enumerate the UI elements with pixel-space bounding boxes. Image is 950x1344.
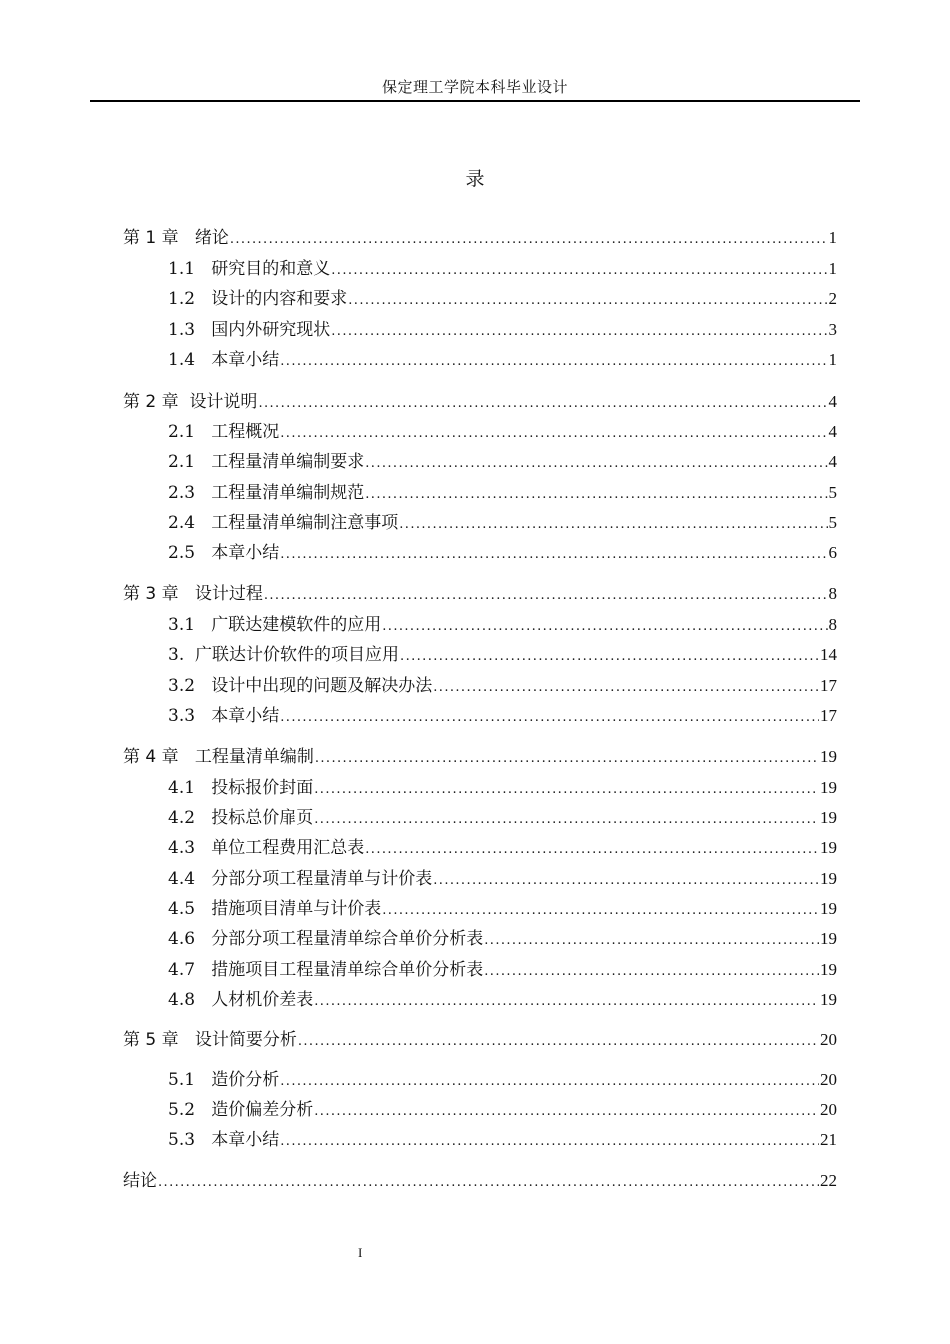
toc-entry-page-number: 6 <box>828 543 837 562</box>
toc-dot-leader <box>230 229 828 251</box>
toc-entry-label: 本章小结 <box>211 706 280 726</box>
toc-entry-page-number: 19 <box>820 778 837 797</box>
toc-chapter-entry[interactable] <box>123 1170 837 1192</box>
toc-entry-number: 1.2 <box>168 289 212 309</box>
toc-entry-page-number: 14 <box>820 645 837 664</box>
toc-dot-leader <box>264 585 828 607</box>
toc-entry-number: 3.2 <box>168 676 212 696</box>
toc-entry-label: 工程量清单编制要求 <box>211 452 365 472</box>
toc-entry-page-number: 5 <box>828 483 837 502</box>
toc-entry-number: 第 1 章 <box>123 228 195 248</box>
toc-section-entry[interactable] <box>168 349 837 371</box>
toc-entry-label: 单位工程费用汇总表 <box>211 838 365 858</box>
toc-entry-number: 5.3 <box>168 1130 212 1150</box>
toc-entry-label: 分部分项工程量清单与计价表 <box>211 869 433 889</box>
toc-entry-label: 结论 <box>123 1171 157 1191</box>
toc-dot-leader <box>433 677 819 699</box>
toc-entry-label: 本章小结 <box>211 1130 280 1150</box>
toc-entry-number: 4.8 <box>168 990 212 1010</box>
toc-entry-number: 4.6 <box>168 929 212 949</box>
toc-section-entry[interactable] <box>168 837 837 859</box>
toc-dot-leader <box>484 961 819 983</box>
toc-dot-leader <box>280 544 827 566</box>
toc-chapter-entry[interactable] <box>123 391 837 413</box>
toc-section-entry[interactable] <box>168 1099 837 1121</box>
toc-dot-leader <box>365 839 819 861</box>
toc-entry-page-number: 20 <box>820 1070 837 1089</box>
toc-section-entry[interactable] <box>168 675 837 697</box>
toc-entry-number: 第 4 章 <box>123 747 195 767</box>
toc-entry-number: 1.3 <box>168 320 212 340</box>
toc-entry-page-number: 22 <box>820 1171 837 1190</box>
toc-entry-number: 4.7 <box>168 960 212 980</box>
toc-dot-leader <box>331 260 827 282</box>
toc-entry-label: 分部分项工程量清单综合单价分析表 <box>211 929 484 949</box>
toc-entry-label: 研究目的和意义 <box>211 259 331 279</box>
toc-entry-label: 国内外研究现状 <box>211 320 331 340</box>
toc-section-entry[interactable] <box>168 1129 837 1151</box>
toc-entry-label: 造价偏差分析 <box>211 1100 314 1120</box>
toc-entry-page-number: 1 <box>828 259 837 278</box>
toc-entry-number: 1.4 <box>168 350 212 370</box>
toc-dot-leader <box>158 1172 819 1194</box>
toc-entry-page-number: 4 <box>828 392 837 411</box>
toc-dot-leader <box>331 321 827 343</box>
toc-chapter-entry[interactable] <box>123 227 837 249</box>
toc-entry-number: 3.3 <box>168 706 212 726</box>
toc-section-entry[interactable] <box>168 807 837 829</box>
footer-page-number: I <box>358 1245 363 1260</box>
toc-dot-leader <box>400 646 819 668</box>
toc-entry-number: 5.1 <box>168 1070 212 1090</box>
toc-entry-page-number: 19 <box>820 899 837 918</box>
toc-dot-leader <box>365 484 827 506</box>
toc-entry-page-number: 2 <box>828 289 837 308</box>
toc-entry-page-number: 19 <box>820 808 837 827</box>
toc-section-entry[interactable] <box>168 928 837 950</box>
toc-entry-number: 4.2 <box>168 808 212 828</box>
toc-entry-label: 广联达计价软件的项目应用 <box>195 645 400 665</box>
toc-section-entry[interactable] <box>168 868 837 890</box>
toc-entry-number: 第 5 章 <box>123 1030 195 1050</box>
toc-entry-label: 本章小结 <box>211 543 280 563</box>
toc-section-entry[interactable] <box>168 451 837 473</box>
toc-entry-label: 造价分析 <box>211 1070 280 1090</box>
toc-entry-label: 工程概况 <box>211 422 280 442</box>
toc-entry-label: 设计中出现的问题及解决办法 <box>211 676 433 696</box>
toc-entry-page-number: 21 <box>820 1130 837 1149</box>
toc-dot-leader <box>280 1071 819 1093</box>
toc-entry-number: 5.2 <box>168 1100 212 1120</box>
toc-dot-leader <box>314 991 819 1013</box>
toc-entry-page-number: 19 <box>820 960 837 979</box>
toc-entry-page-number: 17 <box>820 706 837 725</box>
toc-section-entry[interactable] <box>168 989 837 1011</box>
toc-entry-page-number: 17 <box>820 676 837 695</box>
toc-entry-page-number: 20 <box>820 1030 837 1049</box>
toc-entry-label: 本章小结 <box>211 350 280 370</box>
toc-entry-label: 措施项目工程量清单综合单价分析表 <box>211 960 484 980</box>
toc-entry-label: 工程量清单编制注意事项 <box>211 513 399 533</box>
toc-dot-leader <box>314 809 819 831</box>
toc-entry-number: 3.1 <box>168 615 212 635</box>
toc-dot-leader <box>298 1031 819 1053</box>
toc-dot-leader <box>280 707 819 729</box>
toc-dot-leader <box>484 930 819 952</box>
toc-dot-leader <box>382 616 827 638</box>
toc-section-entry[interactable] <box>168 898 837 920</box>
toc-entry-page-number: 19 <box>820 869 837 888</box>
toc-entry-number: 4.5 <box>168 899 212 919</box>
toc-entry-page-number: 19 <box>820 990 837 1009</box>
toc-entry-label: 设计说明 <box>189 392 258 412</box>
toc-section-entry[interactable] <box>168 512 837 534</box>
toc-entry-page-number: 20 <box>820 1100 837 1119</box>
page-header-title: 保定理工学院本科毕业设计 <box>381 78 568 96</box>
toc-section-entry[interactable] <box>168 288 837 310</box>
toc-section-entry[interactable] <box>168 421 837 443</box>
toc-entry-page-number: 19 <box>820 929 837 948</box>
toc-dot-leader <box>433 870 819 892</box>
toc-entry-label: 措施项目清单与计价表 <box>211 899 382 919</box>
toc-dot-leader <box>399 514 827 536</box>
toc-section-entry[interactable] <box>168 542 837 564</box>
toc-entry-label: 绪论 <box>194 228 229 248</box>
toc-dot-leader <box>348 290 827 312</box>
toc-entry-page-number: 4 <box>828 452 837 471</box>
toc-dot-leader <box>365 453 827 475</box>
toc-section-entry[interactable] <box>168 705 837 727</box>
toc-entry-page-number: 5 <box>828 513 837 532</box>
toc-entry-number: 2.1 <box>168 422 212 442</box>
toc-chapter-entry[interactable] <box>123 583 837 605</box>
toc-entry-number: 第 3 章 <box>123 584 195 604</box>
toc-entry-label: 设计简要分析 <box>194 1030 297 1050</box>
toc-entry-page-number: 8 <box>828 615 837 634</box>
toc-entry-number: 1.1 <box>168 259 212 279</box>
toc-entry-number: 2.3 <box>168 483 212 503</box>
toc-section-entry[interactable] <box>168 1069 837 1091</box>
toc-entry-page-number: 19 <box>820 747 837 766</box>
toc-entry-number: 3. <box>168 645 196 665</box>
toc-entry-page-number: 1 <box>828 350 837 369</box>
toc-section-entry[interactable] <box>168 319 837 341</box>
toc-dot-leader <box>280 423 827 445</box>
toc-entry-number: 4.1 <box>168 778 212 798</box>
toc-entry-label: 设计的内容和要求 <box>211 289 348 309</box>
toc-section-entry[interactable] <box>168 777 837 799</box>
toc-entry-number: 4.4 <box>168 869 212 889</box>
toc-chapter-entry[interactable] <box>123 1029 837 1051</box>
toc-entry-label: 设计过程 <box>194 584 263 604</box>
toc-entry-page-number: 1 <box>828 228 837 247</box>
toc-entry-number: 2.5 <box>168 543 212 563</box>
toc-dot-leader <box>314 1101 819 1123</box>
toc-chapter-entry[interactable] <box>123 746 837 768</box>
toc-section-entry[interactable] <box>168 482 837 504</box>
toc-section-entry[interactable] <box>168 959 837 981</box>
toc-entry-label: 投标总价扉页 <box>211 808 314 828</box>
toc-entry-label: 工程量清单编制 <box>194 747 314 767</box>
toc-dot-leader <box>280 1131 819 1153</box>
toc-entry-page-number: 19 <box>820 838 837 857</box>
toc-entry-label: 投标报价封面 <box>211 778 314 798</box>
toc-dot-leader <box>314 779 819 801</box>
toc-entry-label: 广联达建模软件的应用 <box>211 615 382 635</box>
toc-entry-label: 人材机价差表 <box>211 990 314 1010</box>
toc-entry-label: 工程量清单编制规范 <box>211 483 365 503</box>
toc-dot-leader <box>315 748 819 770</box>
toc-dot-leader <box>382 900 819 922</box>
toc-dot-leader <box>280 351 827 373</box>
toc-entry-page-number: 4 <box>828 422 837 441</box>
toc-entry-number: 2.4 <box>168 513 212 533</box>
toc-dot-leader <box>258 393 827 415</box>
toc-entry-page-number: 3 <box>828 320 837 339</box>
toc-entry-number: 第 2 章 <box>123 392 190 412</box>
toc-entry-number: 4.3 <box>168 838 212 858</box>
toc-entry-page-number: 8 <box>828 584 837 603</box>
toc-section-entry[interactable] <box>168 644 837 666</box>
toc-entry-number: 2.1 <box>168 452 212 472</box>
toc-section-entry[interactable] <box>168 614 837 636</box>
toc-section-entry[interactable] <box>168 258 837 280</box>
toc-title: 录 <box>465 168 485 190</box>
